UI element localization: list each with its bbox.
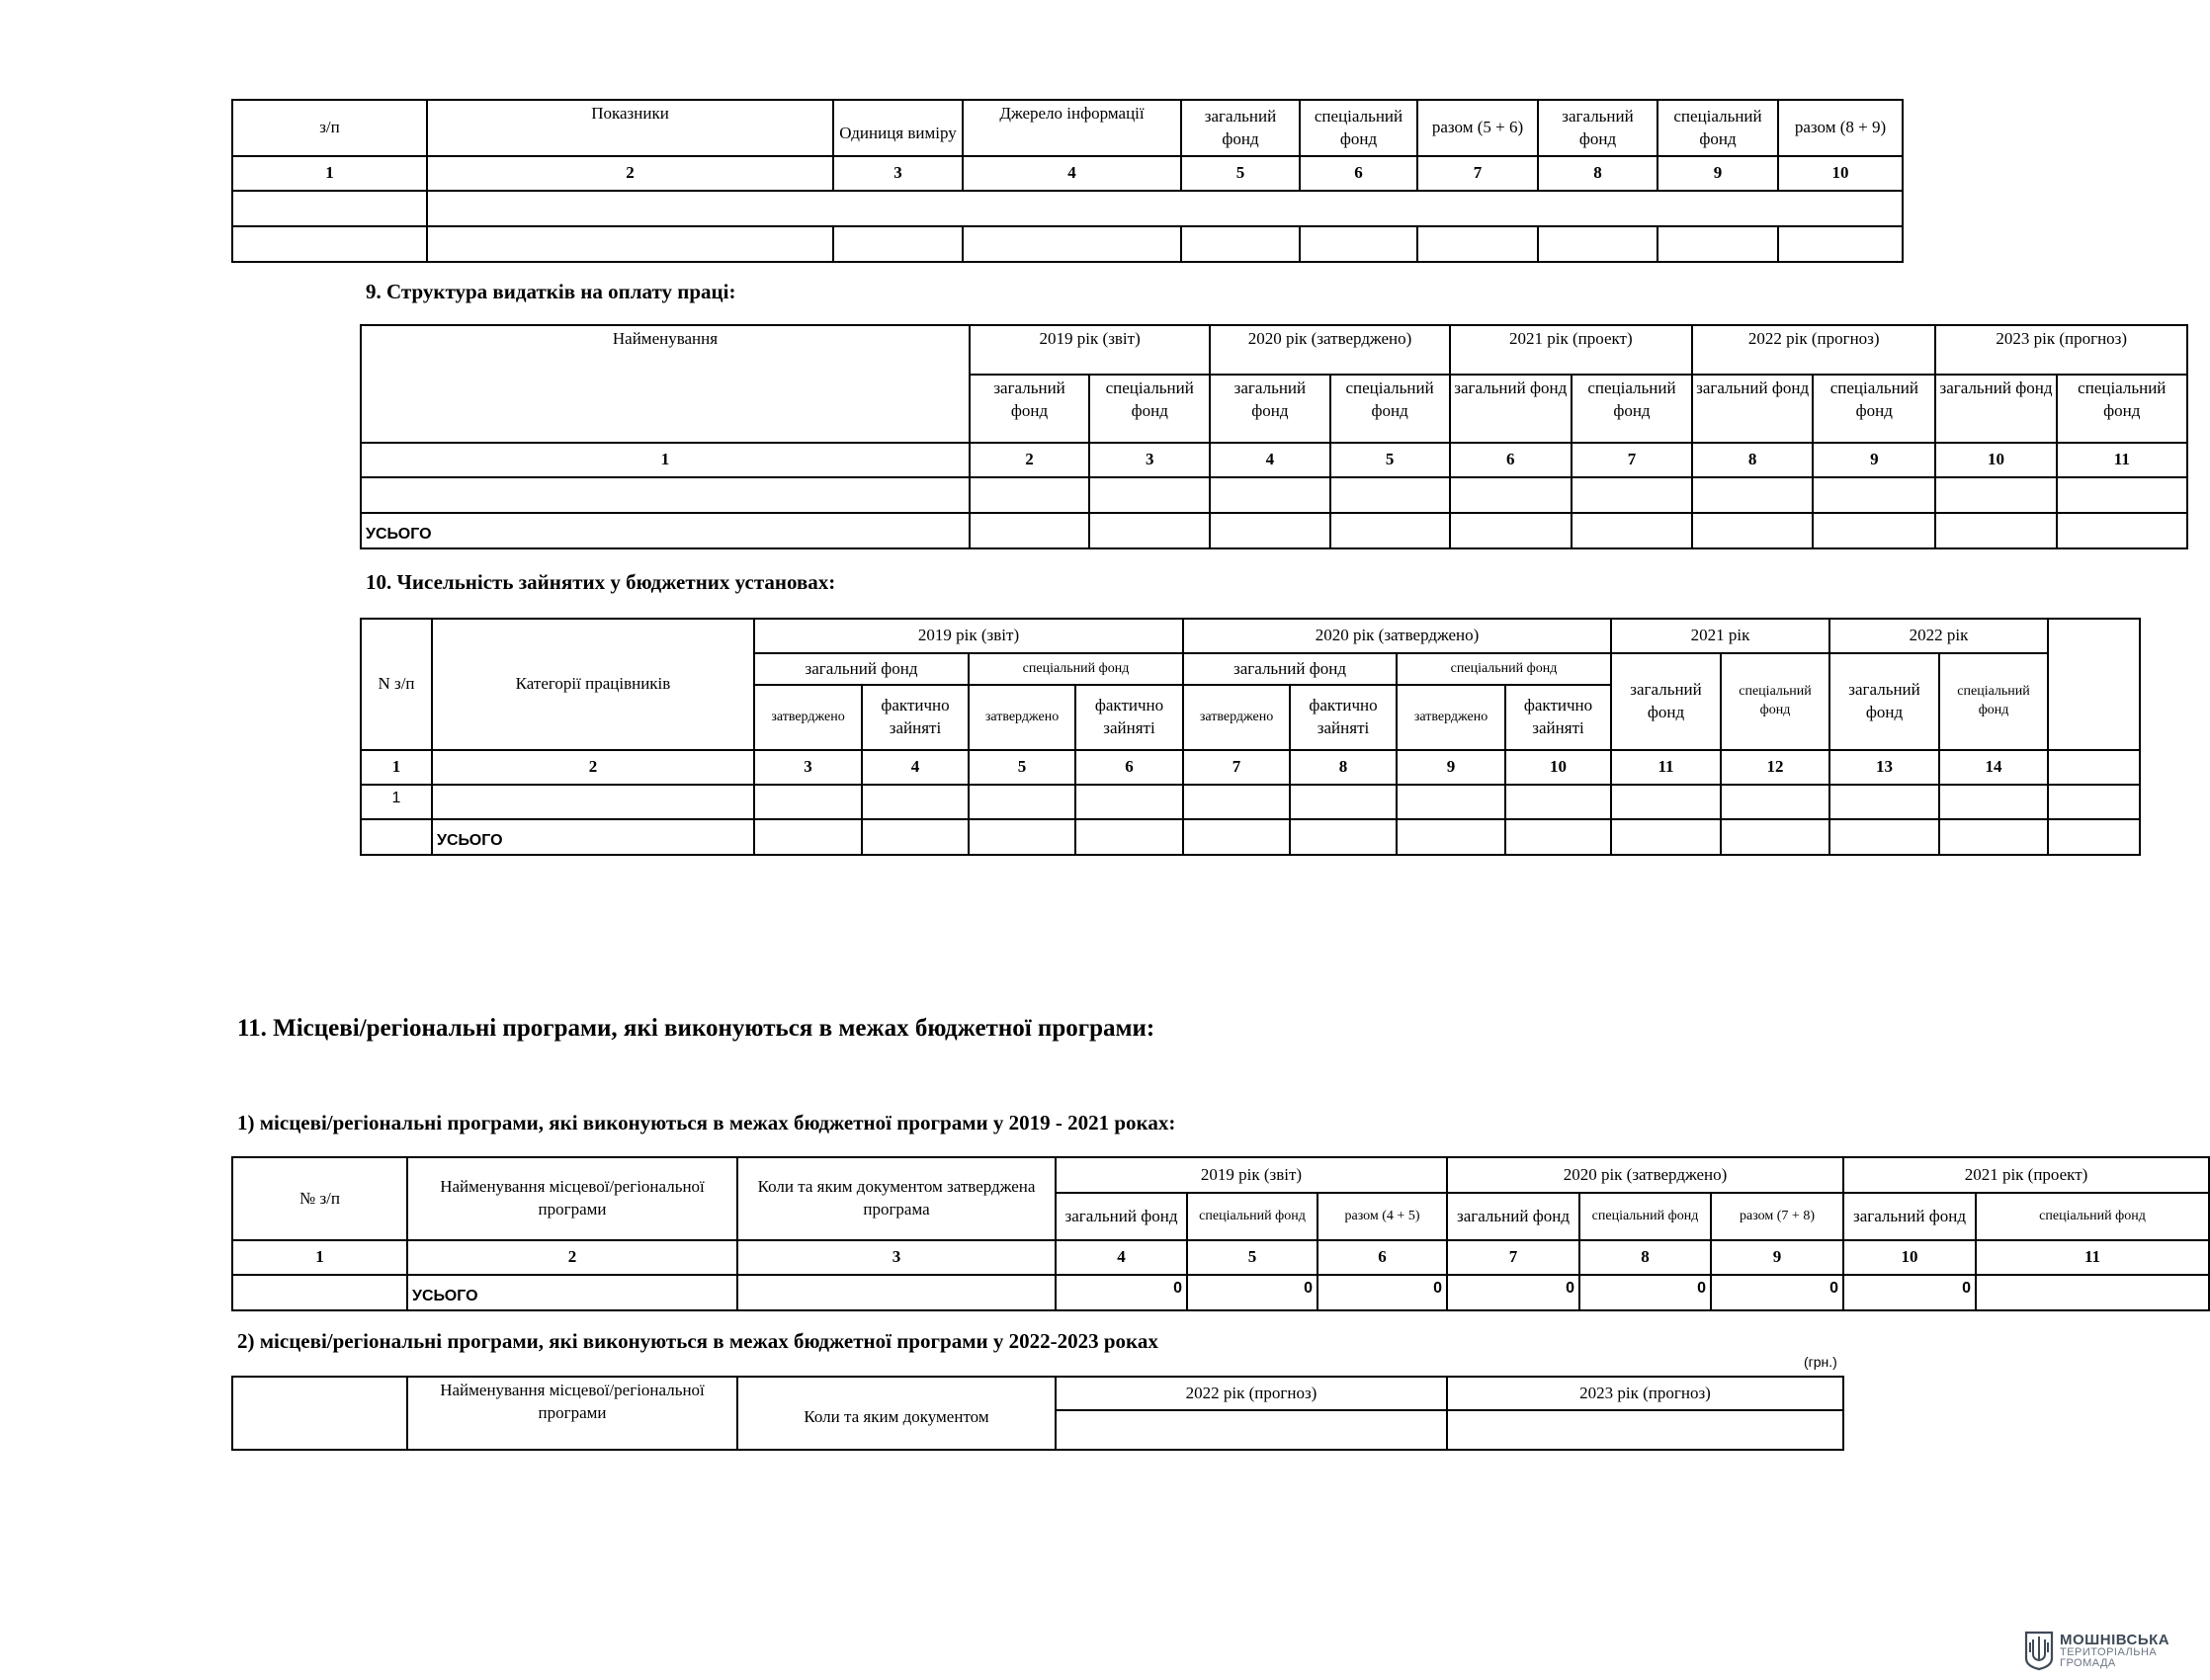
- t11a-fund-general: загальний фонд: [1056, 1193, 1187, 1240]
- t9-fund-general: загальний фонд: [1210, 375, 1329, 443]
- table9: [360, 324, 2188, 549]
- t9-num: 3: [1089, 443, 1210, 477]
- t8-num: 10: [1778, 156, 1903, 191]
- t11a-fund-general: загальний фонд: [1843, 1193, 1976, 1240]
- t8-header-unit: Одиниця виміру: [833, 100, 963, 156]
- t10-year-2022: 2022 рік: [1829, 619, 2048, 653]
- t10-empty-cell: [1829, 785, 1939, 819]
- t9-empty-cell: [970, 477, 1089, 513]
- t10-fund-special: спеціальний фонд: [1939, 653, 2048, 750]
- t9-num: 9: [1813, 443, 1935, 477]
- t9-total-cell: [1450, 513, 1572, 548]
- t11b-header-n: [232, 1377, 407, 1450]
- t8-header-source: Джерело інформації: [963, 100, 1181, 156]
- t10-fund-general: загальний фонд: [1183, 653, 1397, 685]
- t9-empty-cell: [2057, 477, 2187, 513]
- t9-fund-special: спеціальний фонд: [1572, 375, 1692, 443]
- t11a-empty-cell: [737, 1275, 1056, 1310]
- t8-empty-cell: [833, 226, 963, 262]
- t11a-total-value: 0: [1711, 1275, 1843, 1310]
- t11a-header-name: Найменування місцевої/регіональної програми: [407, 1157, 737, 1240]
- t10-cut-cell: [2048, 750, 2140, 785]
- t10-num: 9: [1397, 750, 1505, 785]
- t8-empty-cell: [963, 226, 1181, 262]
- t9-total-cell: [1813, 513, 1935, 548]
- t10-num: 11: [1611, 750, 1721, 785]
- t8-num: 1: [232, 156, 427, 191]
- t9-num: 4: [1210, 443, 1329, 477]
- t9-total-cell: [970, 513, 1089, 548]
- t8-empty-cell: [232, 191, 427, 226]
- t8-num: 5: [1181, 156, 1300, 191]
- t10-num: 3: [754, 750, 862, 785]
- t9-total-cell: [1210, 513, 1329, 548]
- t9-empty-cell: [1330, 477, 1450, 513]
- t8-num: 6: [1300, 156, 1417, 191]
- t8-col-6: спеціальний фонд: [1300, 100, 1417, 156]
- t10-total-cell: [1290, 819, 1397, 855]
- t10-total-cell: [754, 819, 862, 855]
- t10-empty-cell: [1290, 785, 1397, 819]
- t10-approved: затверджено: [1183, 685, 1290, 750]
- t10-empty-cell: [1505, 785, 1611, 819]
- t10-num: 2: [432, 750, 754, 785]
- t11a-total-value: 0: [1447, 1275, 1579, 1310]
- t11b-year-2022: 2022 рік (прогноз): [1056, 1377, 1447, 1410]
- t11a-total-value: 0: [1579, 1275, 1711, 1310]
- t9-num: 1: [361, 443, 970, 477]
- t8-empty-merged: [427, 191, 1903, 226]
- table10-container: [360, 618, 2060, 863]
- t11a-total-value: 0: [1843, 1275, 1976, 1310]
- logo-line1: МОШНІВСЬКА: [2060, 1631, 2170, 1648]
- t9-year-2019: 2019 рік (звіт): [970, 325, 1210, 375]
- t11a-num: 8: [1579, 1240, 1711, 1275]
- t11a-num: 1: [232, 1240, 407, 1275]
- t9-fund-general: загальний фонд: [970, 375, 1089, 443]
- t10-fund-special: спеціальний фонд: [1721, 653, 1829, 750]
- t10-empty-cell: [1611, 785, 1721, 819]
- t9-fund-special: спеціальний фонд: [1089, 375, 1210, 443]
- t11a-total-value: 0: [1187, 1275, 1318, 1310]
- t10-empty-cell: [754, 785, 862, 819]
- t9-empty-cell: [1089, 477, 1210, 513]
- community-logo: [2024, 1631, 2169, 1670]
- t10-empty-cell: [1183, 785, 1290, 819]
- t11a-year-2020: 2020 рік (затверджено): [1447, 1157, 1843, 1193]
- table11a-container: [231, 1156, 2146, 1314]
- t10-num: 6: [1075, 750, 1183, 785]
- t10-num: 12: [1721, 750, 1829, 785]
- t9-num: 11: [2057, 443, 2187, 477]
- t10-num: 5: [969, 750, 1075, 785]
- t9-year-2020: 2020 рік (затверджено): [1210, 325, 1449, 375]
- t10-total-cell: [862, 819, 969, 855]
- t9-total-cell: [1572, 513, 1692, 548]
- t8-header-np: з/п: [232, 100, 427, 156]
- t10-total-cell: [1183, 819, 1290, 855]
- t8-empty-cell: [1778, 226, 1903, 262]
- t11a-total-value: 0: [1056, 1275, 1187, 1310]
- t10-fund-general: загальний фонд: [1611, 653, 1721, 750]
- t10-row1-n: 1: [361, 785, 432, 819]
- t8-col-7: разом (5 + 6): [1417, 100, 1538, 156]
- t11a-num: 11: [1976, 1240, 2209, 1275]
- t10-cut-cell: [2048, 619, 2140, 750]
- t9-total-label: УСЬОГО: [361, 513, 970, 548]
- t10-total-label: УСЬОГО: [432, 819, 754, 855]
- t10-fund-special: спеціальний фонд: [1397, 653, 1611, 685]
- t11a-num: 4: [1056, 1240, 1187, 1275]
- t9-fund-special: спеціальний фонд: [1813, 375, 1935, 443]
- t10-empty-cell: [969, 785, 1075, 819]
- t10-fund-general: загальний фонд: [754, 653, 969, 685]
- t10-total-cell: [1721, 819, 1829, 855]
- t10-total-cell: [2048, 819, 2140, 855]
- t8-empty-cell: [1417, 226, 1538, 262]
- t9-fund-special: спеціальний фонд: [2057, 375, 2187, 443]
- table11b: [231, 1376, 1844, 1451]
- t10-approved: затверджено: [754, 685, 862, 750]
- t8-empty-cell: [232, 226, 427, 262]
- trident-coat-of-arms-icon: [2024, 1631, 2054, 1670]
- section9-title: 9. Структура видатків на оплату праці:: [366, 280, 736, 303]
- t10-total-cell: [1829, 819, 1939, 855]
- t10-empty-cell: [1721, 785, 1829, 819]
- t10-num: 4: [862, 750, 969, 785]
- t11b-header-doc: Коли та яким документом: [737, 1377, 1056, 1450]
- t8-col-10: разом (8 + 9): [1778, 100, 1903, 156]
- t10-num: 8: [1290, 750, 1397, 785]
- t10-total-cell: [1075, 819, 1183, 855]
- t10-num: 14: [1939, 750, 2048, 785]
- t11a-num: 6: [1318, 1240, 1447, 1275]
- t10-actual: фактично зайняті: [1290, 685, 1397, 750]
- t8-empty-cell: [1538, 226, 1658, 262]
- t9-total-cell: [1692, 513, 1813, 548]
- t10-total-cell: [1611, 819, 1721, 855]
- t8-col-8: загальний фонд: [1538, 100, 1658, 156]
- t8-header-indicators: Показники: [427, 100, 833, 156]
- t11a-empty-cell: [1976, 1275, 2209, 1310]
- t9-empty-cell: [361, 477, 970, 513]
- t9-year-2022: 2022 рік (прогноз): [1692, 325, 1935, 375]
- t11a-header-doc: Коли та яким документом затверджена програма: [737, 1157, 1056, 1240]
- t11a-fund-general: загальний фонд: [1447, 1193, 1579, 1240]
- t9-year-2021: 2021 рік (проект): [1450, 325, 1692, 375]
- logo-text: [2060, 1633, 2169, 1669]
- t10-year-2020: 2020 рік (затверджено): [1183, 619, 1611, 653]
- table9-container: [360, 324, 2167, 549]
- t10-fund-special: спеціальний фонд: [969, 653, 1183, 685]
- t10-num: 13: [1829, 750, 1939, 785]
- t9-num: 6: [1450, 443, 1572, 477]
- t8-num: 9: [1658, 156, 1778, 191]
- t9-empty-cell: [1210, 477, 1329, 513]
- t8-num: 3: [833, 156, 963, 191]
- t10-empty-cell: [361, 819, 432, 855]
- t10-actual: фактично зайняті: [1505, 685, 1611, 750]
- t9-num: 5: [1330, 443, 1450, 477]
- t9-num: 2: [970, 443, 1089, 477]
- t9-num: 10: [1935, 443, 2056, 477]
- table11a: [231, 1156, 2210, 1311]
- t9-empty-cell: [1813, 477, 1935, 513]
- section11-title: 11. Місцеві/регіональні програми, які виконуються в межах бюджетної програми:: [237, 1015, 1155, 1042]
- t9-empty-cell: [1450, 477, 1572, 513]
- t10-year-2021: 2021 рік: [1611, 619, 1829, 653]
- t11a-year-2021: 2021 рік (проект): [1843, 1157, 2209, 1193]
- t9-header-name: Найменування: [361, 325, 970, 443]
- t11a-fund-special: спеціальний фонд: [1579, 1193, 1711, 1240]
- t11a-fund-special: спеціальний фонд: [1187, 1193, 1318, 1240]
- t11a-sum: разом (4 + 5): [1318, 1193, 1447, 1240]
- t8-empty-cell: [1658, 226, 1778, 262]
- t8-col-5: загальний фонд: [1181, 100, 1300, 156]
- section11-sub2: 2) місцеві/регіональні програми, які виконуються в межах бюджетної програми у 2022-2023 роках: [237, 1329, 1158, 1353]
- t9-total-cell: [1935, 513, 2056, 548]
- table8-container: [231, 99, 1904, 263]
- t10-fund-general: загальний фонд: [1829, 653, 1939, 750]
- t10-num: 7: [1183, 750, 1290, 785]
- t10-empty-cell: [432, 785, 754, 819]
- t10-total-cell: [1939, 819, 2048, 855]
- t9-empty-cell: [1935, 477, 2056, 513]
- t9-year-2023: 2023 рік (прогноз): [1935, 325, 2187, 375]
- t10-year-2019: 2019 рік (звіт): [754, 619, 1183, 653]
- t9-fund-special: спеціальний фонд: [1330, 375, 1450, 443]
- t11a-num: 9: [1711, 1240, 1843, 1275]
- t9-num: 7: [1572, 443, 1692, 477]
- t11b-header-name: Найменування місцевої/регіональної програми: [407, 1377, 737, 1450]
- t11a-total-label: УСЬОГО: [407, 1275, 737, 1310]
- t10-empty-cell: [1397, 785, 1505, 819]
- t9-num: 8: [1692, 443, 1813, 477]
- t10-actual: фактично зайняті: [862, 685, 969, 750]
- section11-sub1: 1) місцеві/регіональні програми, які виконуються в межах бюджетної програми у 2019 - 2021 роках:: [237, 1111, 1176, 1134]
- t11a-fund-special: спеціальний фонд: [1976, 1193, 2209, 1240]
- t8-empty-cell: [427, 226, 833, 262]
- t10-empty-cell: [862, 785, 969, 819]
- t8-num: 8: [1538, 156, 1658, 191]
- t10-empty-cell: [1075, 785, 1183, 819]
- t8-empty-cell: [1181, 226, 1300, 262]
- t10-header-category: Категорії працівників: [432, 619, 754, 750]
- t11a-empty-cell: [232, 1275, 407, 1310]
- t10-total-cell: [1397, 819, 1505, 855]
- t11a-num: 5: [1187, 1240, 1318, 1275]
- t9-empty-cell: [1692, 477, 1813, 513]
- t11b-year-2023: 2023 рік (прогноз): [1447, 1377, 1843, 1410]
- t8-num: 7: [1417, 156, 1538, 191]
- t10-num: 10: [1505, 750, 1611, 785]
- t11a-num: 10: [1843, 1240, 1976, 1275]
- t9-total-cell: [1089, 513, 1210, 548]
- t10-total-cell: [969, 819, 1075, 855]
- t8-empty-cell: [1300, 226, 1417, 262]
- t11a-header-n: № з/п: [232, 1157, 407, 1240]
- unit-label: (грн.): [1804, 1354, 1837, 1370]
- t8-num: 2: [427, 156, 833, 191]
- t10-num: 1: [361, 750, 432, 785]
- t10-header-n: N з/п: [361, 619, 432, 750]
- t10-empty-cell: [1939, 785, 2048, 819]
- section10-title: 10. Чисельність зайнятих у бюджетних установах:: [366, 570, 836, 594]
- t11a-num: 2: [407, 1240, 737, 1275]
- logo-line3: ГРОМАДА: [2060, 1656, 2116, 1669]
- t8-num: 4: [963, 156, 1181, 191]
- t8-col-9: спеціальний фонд: [1658, 100, 1778, 156]
- t10-total-cell: [1505, 819, 1611, 855]
- t10-empty-cell: [2048, 785, 2140, 819]
- t9-fund-general: загальний фонд: [1692, 375, 1813, 443]
- t10-actual: фактично зайняті: [1075, 685, 1183, 750]
- logo-line2: ТЕРИТОРІАЛЬНА: [2060, 1645, 2158, 1658]
- table10: [360, 618, 2141, 856]
- t9-total-cell: [2057, 513, 2187, 548]
- t9-empty-cell: [1572, 477, 1692, 513]
- t11a-num: 3: [737, 1240, 1056, 1275]
- t11a-year-2019: 2019 рік (звіт): [1056, 1157, 1447, 1193]
- t11a-num: 7: [1447, 1240, 1579, 1275]
- t11a-total-value: 0: [1318, 1275, 1447, 1310]
- t11a-sum: разом (7 + 8): [1711, 1193, 1843, 1240]
- table8: [231, 99, 1904, 263]
- table11b-container: [231, 1376, 1842, 1426]
- t9-fund-general: загальний фонд: [1935, 375, 2056, 443]
- t9-fund-general: загальний фонд: [1450, 375, 1572, 443]
- t9-total-cell: [1330, 513, 1450, 548]
- t10-approved: затверджено: [1397, 685, 1505, 750]
- t10-approved: затверджено: [969, 685, 1075, 750]
